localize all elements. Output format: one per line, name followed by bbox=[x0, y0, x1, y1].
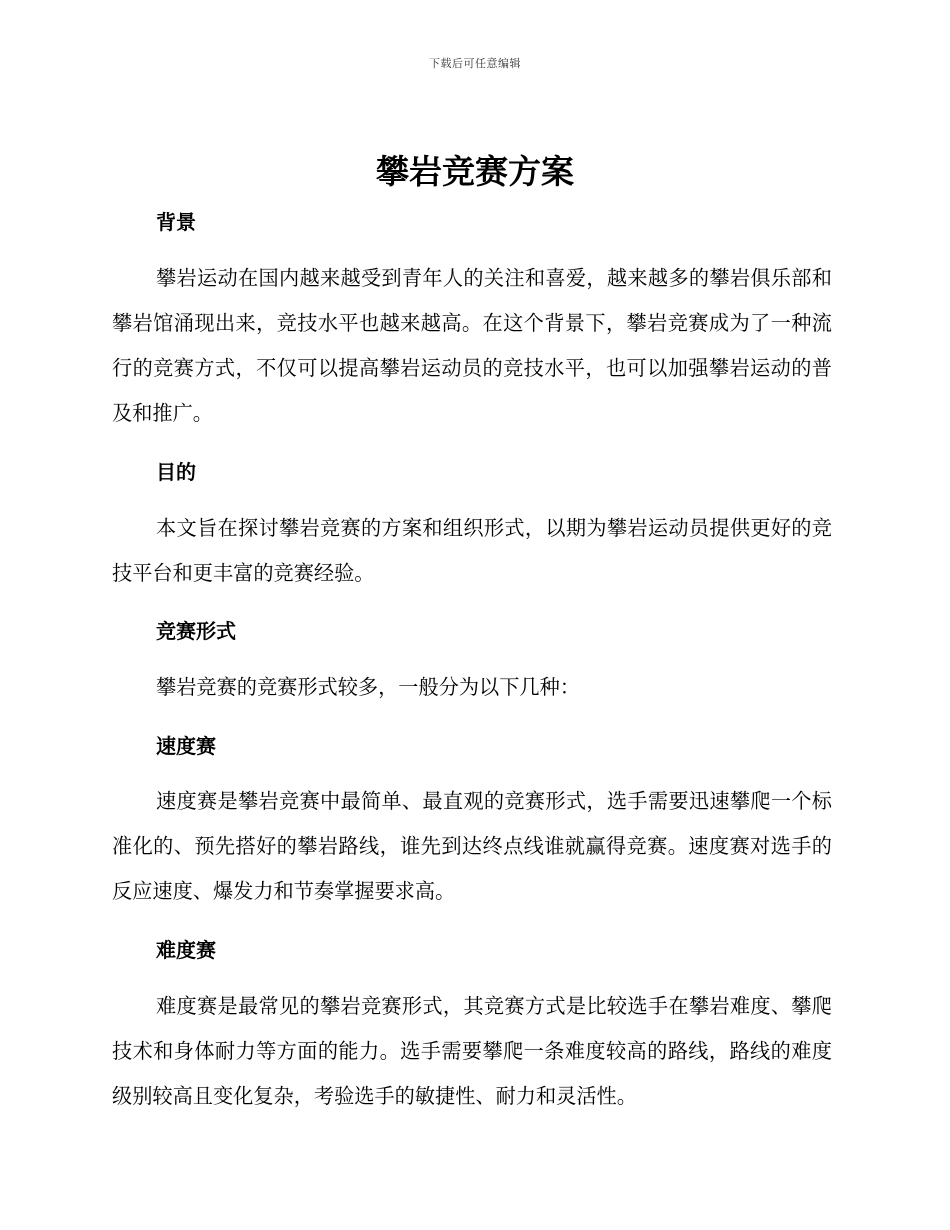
section-heading-purpose: 目的 bbox=[156, 460, 196, 484]
section-heading-speed: 速度赛 bbox=[156, 734, 216, 758]
paragraph-difficulty: 难度赛是最常见的攀岩竞赛形式，其竞赛方式是比较选手在攀岩难度、攀爬技术和身体耐力等方面的能力。选手需要攀爬一条难度较高的路线，路线的难度级别较高且变化复杂，考验选手的敏捷性、耐力和灵活性。 bbox=[112, 994, 832, 1108]
document-title: 攀岩竞赛方案 bbox=[376, 152, 574, 191]
paragraph-purpose: 本文旨在探讨攀岩竞赛的方案和组织形式，以期为攀岩运动员提供更好的竞技平台和更丰富的竞赛经验。 bbox=[112, 516, 832, 585]
header-note: 下载后可任意编辑 bbox=[429, 57, 521, 70]
section-heading-difficulty: 难度赛 bbox=[156, 938, 216, 962]
section-heading-format: 竞赛形式 bbox=[156, 619, 236, 643]
paragraph-format: 攀岩竞赛的竞赛形式较多，一般分为以下几种： bbox=[156, 675, 580, 699]
paragraph-speed: 速度赛是攀岩竞赛中最简单、最直观的竞赛形式，选手需要迅速攀爬一个标准化的、预先搭好的攀岩路线，谁先到达终点线谁就赢得竞赛。速度赛对选手的反应速度、爆发力和节奏掌握要求高。 bbox=[112, 789, 832, 903]
paragraph-background: 攀岩运动在国内越来越受到青年人的关注和喜爱，越来越多的攀岩俱乐部和攀岩馆涌现出来，竞技水平也越来越高。在这个背景下，攀岩竞赛成为了一种流行的竞赛方式，不仅可以提高攀岩运动员的竞技水平，也可以加强攀岩运动的普及和推广。 bbox=[112, 266, 832, 425]
section-heading-background: 背景 bbox=[156, 210, 196, 234]
